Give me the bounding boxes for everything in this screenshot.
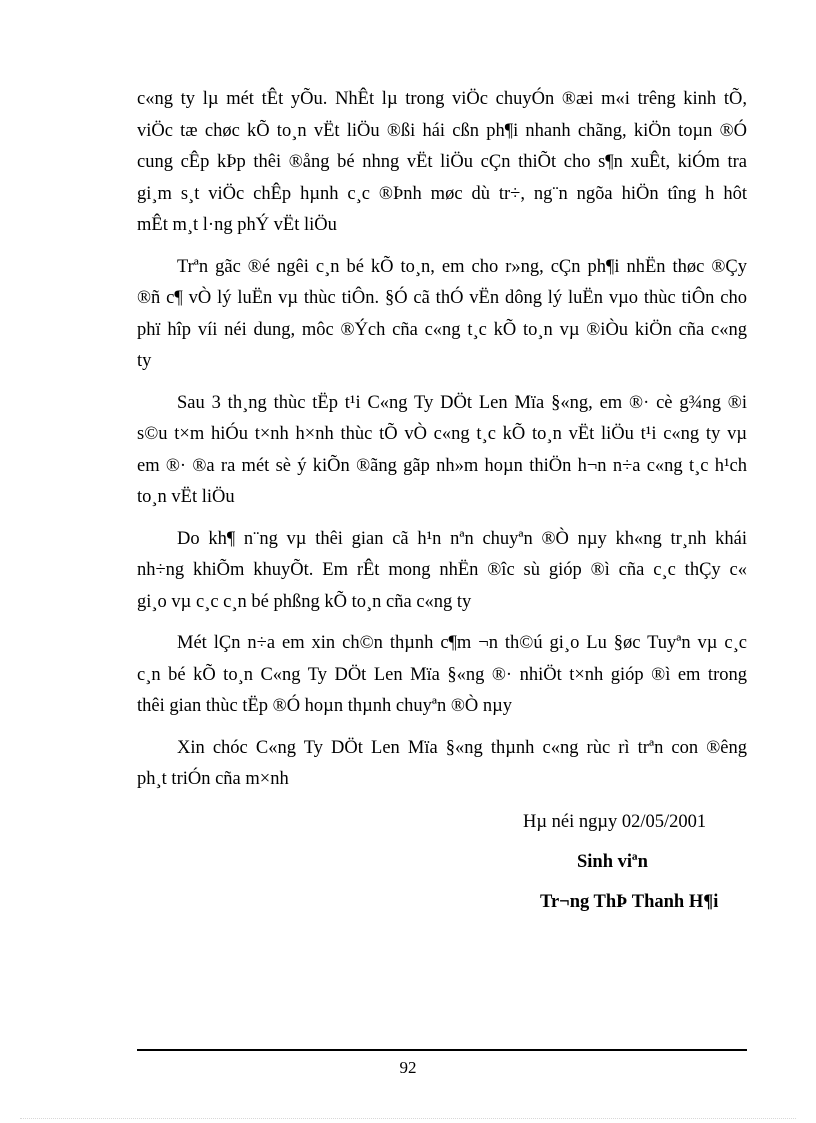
paragraph-3 — [137, 388, 747, 514]
text-line: thêi gian thùc tËp ®Ó hoµn thµnh chuyªn ®Ò nµy — [137, 696, 513, 716]
text-line: to¸n vËt liÖu — [137, 487, 235, 507]
text-line: Sau 3 th¸ng thùc tËp t¹i C«ng Ty DÖt Len Mïa §«ng, em ®· cè g¾ng ®i — [177, 392, 747, 413]
text-line: gi¸m s¸t viÖc chÊp hµnh c¸c ®Þnh møc dù tr÷, ng¨n ngõa hiÖn tîng h hôt — [137, 183, 747, 204]
text-line: s©u t×m hiÓu t×nh h×nh thùc tÕ vÒ c«ng t¸c kÕ to¸n vËt liÖu t¹i c«ng ty vµ — [137, 424, 747, 444]
text-line: ph¸t triÓn cña m×nh — [137, 769, 289, 789]
text-line: Mét lÇn n÷a em xin ch©n thµnh c¶m ¬n th©ú gi¸o Lu §øc Tuyªn vµ c¸c — [177, 633, 747, 653]
text-line: mÊt m¸t l·ng phÝ vËt liÖu — [137, 215, 337, 235]
page-edge-divider — [20, 1118, 796, 1119]
text-line: ty — [137, 351, 152, 371]
text-line: c«ng ty lµ mét tÊt yÕu. NhÊt lµ trong viÖc chuyÓn ®æi m«i trêng kinh tÕ, — [137, 89, 747, 109]
text-line: Do kh¶ n¨ng vµ thêi gian cã h¹n nªn chuyªn ®Ò nµy kh«ng tr¸nh khái — [177, 528, 747, 549]
signature-role: Sinh viªn — [577, 852, 648, 872]
paragraph-5 — [137, 628, 747, 723]
footer-divider — [137, 1049, 747, 1051]
text-line: Xin chóc C«ng Ty DÖt Len Mïa §«ng thµnh c«ng rùc rì trªn con ®êng — [177, 737, 747, 758]
text-line: em ®· ®a ra mét sè ý kiÕn ®ãng gãp nh»m hoµn thiÖn h¬n n÷a c«ng t¸c h¹ch — [137, 455, 747, 476]
signature-place-date: Hµ néi ngµy 02/05/2001 — [523, 812, 707, 832]
text-line: cung cÊp kÞp thêi ®ång bé nhng vËt liÖu cÇn thiÕt cho s¶n xuÊt, kiÓm tra — [137, 152, 747, 172]
text-line: ®ñ c¶ vÒ lý luËn vµ thùc tiÔn. §Ó cã thÓ vËn dông lý luËn vµo thùc tiÔn cho — [137, 288, 747, 308]
paragraph-1 — [137, 84, 747, 242]
text-line: phï hîp víi néi dung, môc ®Ých cña c«ng t¸c kÕ to¸n vµ ®iÒu kiÖn cña c«ng — [137, 319, 747, 340]
paragraph-6 — [137, 733, 747, 796]
signature-name: Tr¬ng ThÞ Thanh H¶i — [540, 892, 719, 912]
text-line: nh÷ng khiÕm khuyÕt. Em rÊt mong nhËn ®îc sù gióp ®ì cña c¸c thÇy c« — [137, 560, 747, 580]
paragraph-2 — [137, 252, 747, 378]
text-line: Trªn gãc ®é ngêi c¸n bé kÕ to¸n, em cho r»ng, cÇn ph¶i nhËn thøc ®Çy — [177, 256, 747, 277]
text-line: gi¸o vµ c¸c c¸n bé phßng kÕ to¸n cña c«ng ty — [137, 591, 472, 612]
text-line: c¸n bé kÕ to¸n C«ng Ty DÖt Len Mïa §«ng ®· nhiÖt t×nh gióp ®ì em trong — [137, 664, 747, 685]
text-line: viÖc tæ chøc kÕ to¸n vËt liÖu ®ßi hái cßn ph¶i nhanh chãng, kiÖn toµn ®Ó — [137, 120, 747, 141]
body-text — [137, 84, 747, 806]
page-number: 92 — [399, 1058, 417, 1077]
paragraph-4 — [137, 524, 747, 619]
